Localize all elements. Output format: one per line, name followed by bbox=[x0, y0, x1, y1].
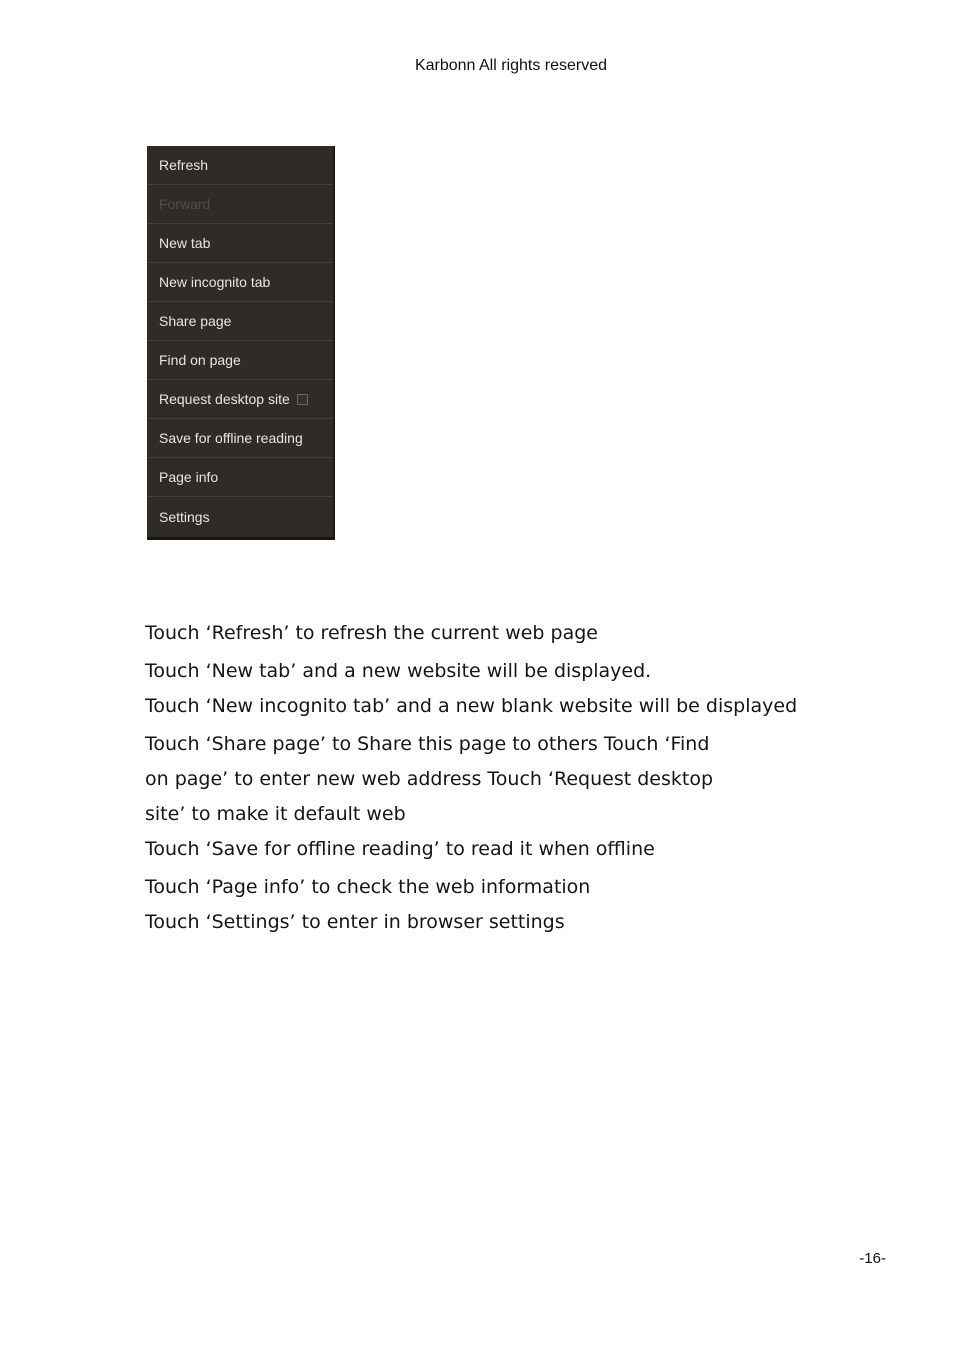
instruction-line: Touch ‘Share page’ to Share this page to others Touch ‘Find bbox=[145, 733, 710, 755]
menu-item-label: Request desktop site bbox=[159, 391, 290, 407]
menu-item-share-page[interactable] bbox=[147, 302, 333, 341]
menu-item-new-incognito-tab[interactable] bbox=[147, 263, 333, 302]
menu-item-settings[interactable] bbox=[147, 497, 333, 536]
menu-item-label: Forward bbox=[159, 196, 211, 212]
menu-item-find-on-page[interactable] bbox=[147, 341, 333, 380]
instructions-text bbox=[145, 616, 825, 940]
page-header: Karbonn All rights reserved bbox=[414, 57, 608, 74]
browser-options-menu bbox=[147, 146, 335, 540]
menu-item-label: Page info bbox=[159, 469, 219, 485]
instruction-line: Touch ‘Page info’ to check the web information bbox=[145, 876, 591, 898]
menu-item-request-desktop-site[interactable] bbox=[147, 380, 333, 419]
instruction-line: Touch ‘New incognito tab’ and a new blank website will be displayed bbox=[145, 695, 798, 717]
menu-item-forward bbox=[147, 185, 333, 224]
menu-item-new-tab[interactable] bbox=[147, 224, 333, 263]
instruction-line: Touch ‘New tab’ and a new website will be displayed. bbox=[145, 660, 652, 682]
menu-item-label: New tab bbox=[159, 235, 211, 251]
instruction-line: site’ to make it default web bbox=[145, 803, 406, 825]
instruction-line: on page’ to enter new web address Touch ‘Request desktop bbox=[145, 768, 714, 790]
menu-item-label: Save for offline reading bbox=[159, 430, 303, 446]
menu-item-label: Find on page bbox=[159, 352, 241, 368]
instruction-line: Touch ‘Refresh’ to refresh the current web page bbox=[145, 622, 598, 644]
menu-item-label: Refresh bbox=[159, 157, 209, 173]
instruction-line: Touch ‘Settings’ to enter in browser settings bbox=[145, 911, 565, 933]
instruction-line: Touch ‘Save for offline reading’ to read it when offline bbox=[145, 838, 655, 860]
menu-item-save-offline[interactable] bbox=[147, 419, 333, 458]
desktop-site-checkbox[interactable] bbox=[297, 394, 308, 405]
menu-item-page-info[interactable] bbox=[147, 458, 333, 497]
menu-item-label: Settings bbox=[159, 508, 210, 525]
page-number: -16- bbox=[859, 1250, 886, 1267]
menu-item-label: New incognito tab bbox=[159, 274, 271, 290]
menu-item-label: Share page bbox=[159, 313, 232, 329]
menu-item-refresh[interactable] bbox=[147, 146, 333, 185]
